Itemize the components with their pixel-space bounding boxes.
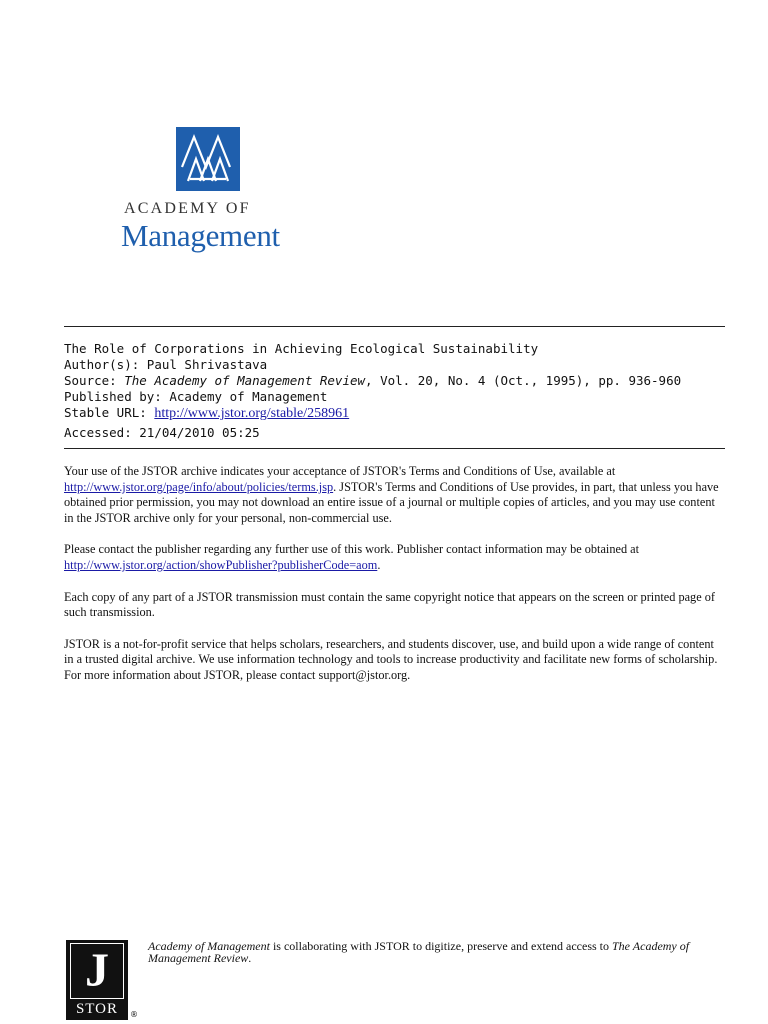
publisher-label: Published by: (64, 389, 162, 404)
footer-end: . (248, 951, 252, 965)
authors-label: Author(s): (64, 357, 140, 372)
source-details: , Vol. 20, No. 4 (Oct., 1995), pp. 936-960 (365, 373, 682, 388)
publisher-contact-link[interactable]: http://www.jstor.org/action/showPublisher?publisherCode=aom (64, 557, 378, 572)
stable-url-line (64, 405, 681, 422)
terms-paragraph-4: JSTOR is a not-for-profit service that helps scholars, researchers, and students discover, use, and build upon a wide range of content in a trusted digital archive. We use information technology and tools to increase productivity and facilitate new forms of scholarship. For more information about JSTOR, please contact support@jstor.org. (64, 636, 718, 682)
source-line (64, 373, 681, 389)
terms-p2-start: Please contact the publisher regarding any further use of this work. Publisher contact information may be obtained at (64, 542, 640, 557)
publisher-value: Academy of Management (169, 389, 328, 404)
source-label: Source: (64, 373, 117, 388)
terms-body (64, 464, 724, 700)
article-title: The Role of Corporations in Achieving Ecological Sustainability (64, 341, 539, 356)
stable-url-link[interactable]: http://www.jstor.org/stable/258961 (154, 406, 350, 421)
terms-of-use-link[interactable]: http://www.jstor.org/page/info/about/policies/terms.jsp (64, 479, 334, 494)
logo-text-management: Management (121, 218, 280, 253)
terms-paragraph-2 (64, 542, 724, 573)
jstor-logo-text: STOR (75, 1001, 119, 1017)
publisher-line (64, 389, 681, 405)
registered-mark: ® (130, 1010, 138, 1019)
jstor-logo-letter: J (70, 943, 124, 999)
citation-block (64, 341, 681, 441)
footer-journal: The Academy of Management Review (148, 939, 690, 965)
top-divider (64, 326, 725, 327)
footer-middle: is collaborating with JSTOR to digitize, preserve and extend access to (269, 939, 612, 953)
terms-p2-end: . (377, 557, 381, 572)
accessed-line (64, 425, 681, 441)
authors-line (64, 357, 681, 373)
accessed-value: 21/04/2010 05:25 (139, 425, 260, 440)
terms-p1-start: Your use of the JSTOR archive indicates your acceptance of JSTOR's Terms and Conditions of Use, available at (64, 464, 616, 478)
footer-partner: Academy of Management (148, 939, 270, 953)
bottom-divider (64, 448, 725, 449)
logo-text-academy-of: ACADEMY OF (124, 200, 251, 217)
footer-collaboration-note (148, 940, 728, 964)
source-journal: The Academy of Management Review (124, 373, 366, 388)
jstor-logo-icon (66, 940, 128, 1020)
terms-paragraph-1 (64, 464, 724, 526)
accessed-label: Accessed: (64, 425, 132, 440)
authors-value: Paul Shrivastava (146, 357, 268, 372)
stable-url-label: Stable URL: (64, 405, 147, 420)
terms-p1-end: . JSTOR's Terms and Conditions of Use provides, in part, that unless you have obtained prior permission, you may not download an entire issue of a journal or multiple copies of articles, and you may use content in the JSTOR archive only for your personal, non-commercial use. (64, 479, 719, 525)
terms-paragraph-3: Each copy of any part of a JSTOR transmission must contain the same copyright notice that appears on the screen or printed page of such transmission. (64, 589, 715, 620)
academy-of-management-logo-icon (176, 127, 240, 191)
